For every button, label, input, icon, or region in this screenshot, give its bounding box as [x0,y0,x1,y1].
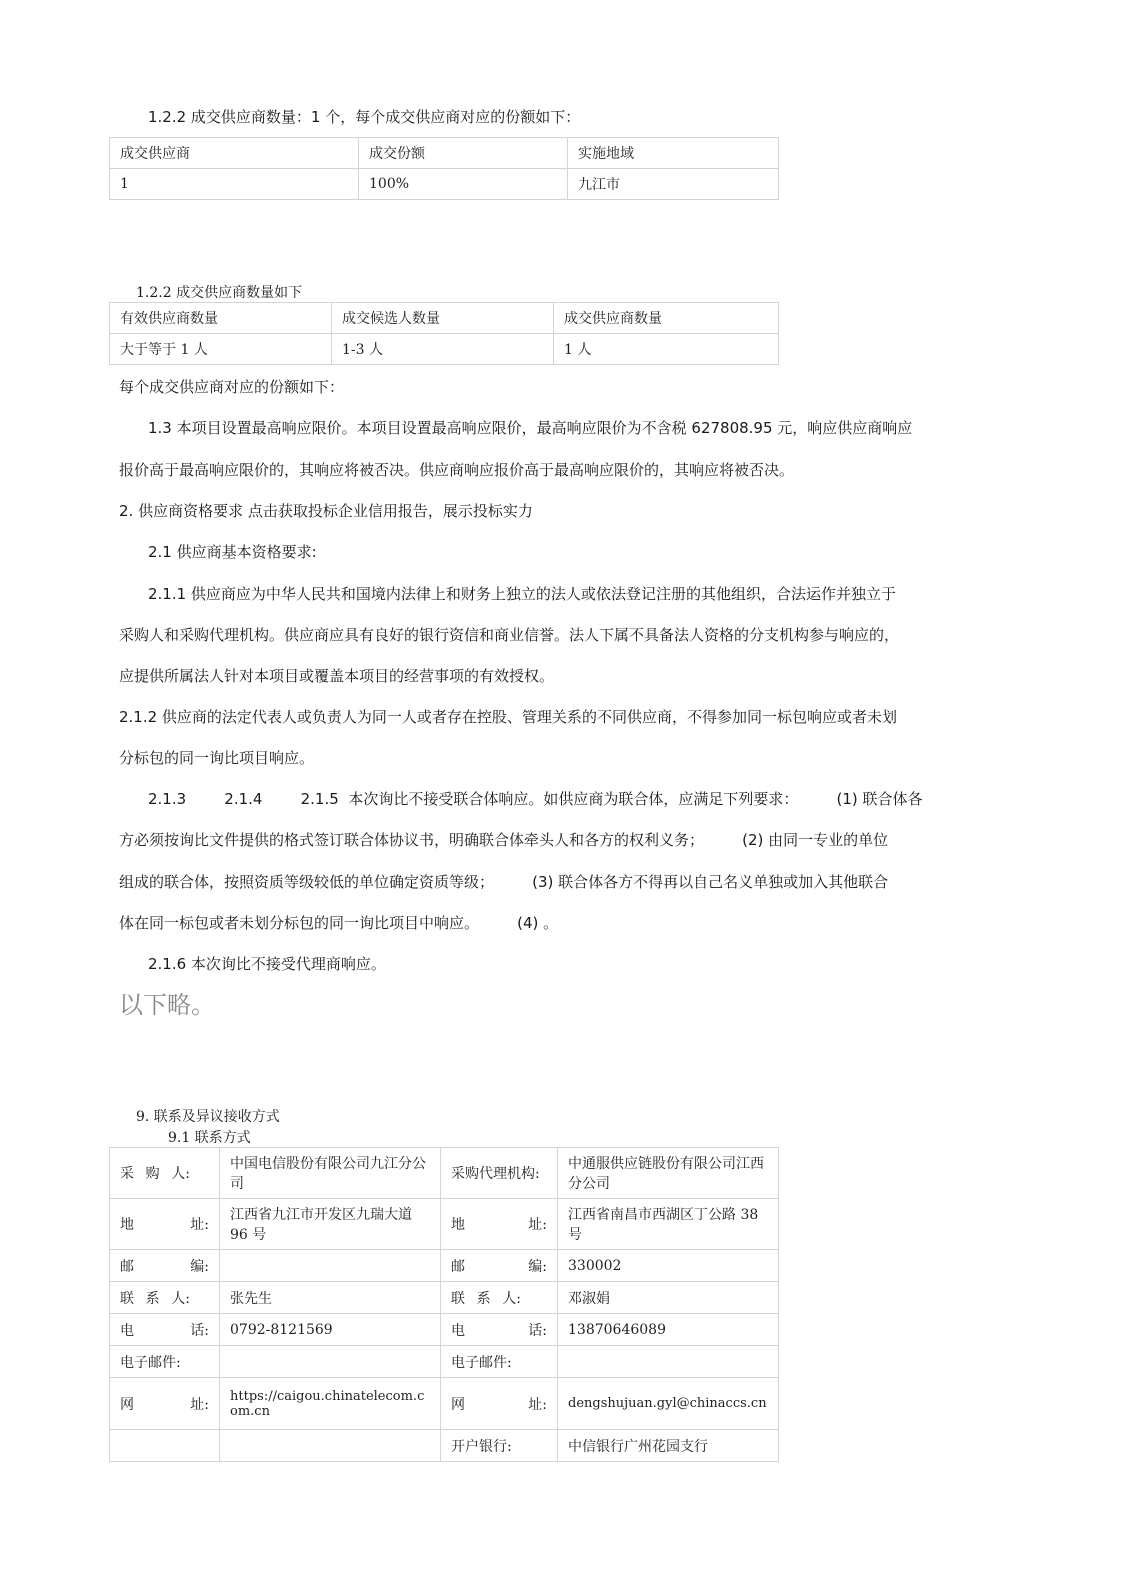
agency-contact: 邓淑娟 [558,1282,779,1314]
paragraph-2-1-1-line: 应提供所属法人针对本项目或覆盖本项目的经营事项的有效授权。 [119,667,555,685]
address-label: 地 址: [110,1199,220,1250]
agency-email [558,1346,779,1378]
share-note: 每个成交供应商对应的份额如下： [119,378,345,396]
paragraph-2-1-5-line: 方必须按询比文件提供的格式签订联合体协议书，明确联合体牵头人和各方的权利义务； (2) 由同一专业的单位 [119,831,889,849]
paragraph-1-3-line: 报价高于最高响应限价的，其响应将被否决。供应商响应报价高于最高响应限价的，其响应将被否决。 [119,461,795,479]
table-header-cell: 实施地域 [568,138,779,169]
table-row [110,1346,779,1378]
agency-postcode: 330002 [558,1250,779,1282]
table-header-cell: 成交份额 [359,138,568,169]
table-cell: 1 人 [554,334,779,365]
paragraph-1-3-line: 1.3 本项目设置最高响应限价。本项目设置最高响应限价，最高响应限价为不含税 627808.95 元，响应供应商响应 [148,419,913,437]
agency-website[interactable]: dengshujuan.gyl@chinaccs.cn [558,1378,779,1430]
agency-phone: 13870646089 [558,1314,779,1346]
paragraph-2-1-5-line: 组成的联合体，按照资质等级较低的单位确定资质等级； (3) 联合体各方不得再以自己名义单独或加入其他联合 [119,873,889,891]
table-cell: 1-3 人 [332,334,554,365]
table-cell: 100% [359,169,568,200]
website-label: 网 址: [110,1378,220,1430]
table-header-cell: 成交供应商 [110,138,359,169]
table-row [110,1199,779,1250]
table-header-row [110,303,779,334]
omitted-note: 以下略。 [119,991,215,1019]
contact-person-label: 联 系 人: [110,1282,220,1314]
paragraph-2-1-5-line: 体在同一标包或者未划分标包的同一询比项目中响应。 (4) 。 [119,914,559,932]
table-cell: 大于等于 1 人 [110,334,332,365]
postcode-label: 邮 编: [110,1250,220,1282]
table-header-cell: 有效供应商数量 [110,303,332,334]
agency-label: 采购代理机构: [441,1148,558,1199]
purchaser-phone: 0792-8121569 [220,1314,441,1346]
table-row [110,169,779,200]
paragraph-2-1-2-line: 分标包的同一询比项目响应。 [119,749,315,767]
paragraph-2-1-2-line: 2.1.2 供应商的法定代表人或负责人为同一人或者存在控股、管理关系的不同供应商，不得参加同一标包响应或者未划 [119,708,897,726]
table-row [110,1314,779,1346]
paragraph-2-1-6: 2.1.6 本次询比不接受代理商响应。 [148,955,386,973]
table-row [110,1250,779,1282]
section-122b-heading: 1.2.2 成交供应商数量如下 [136,285,303,301]
table-cell: 九江市 [568,169,779,200]
table-row [110,334,779,365]
agency-address: 江西省南昌市西湖区丁公路 38 号 [558,1199,779,1250]
empty-cell [220,1430,441,1462]
email-label: 电子邮件: [110,1346,220,1378]
phone-label: 电 话: [110,1314,220,1346]
purchaser-value: 中国电信股份有限公司九江分公司 [220,1148,441,1199]
purchaser-website[interactable]: https://caigou.chinatelecom.com.cn [220,1378,441,1430]
postcode-label: 邮 编: [441,1250,558,1282]
table-row [110,1430,779,1462]
paragraph-2-1: 2.1 供应商基本资格要求: [148,543,317,561]
table-header-cell: 成交供应商数量 [554,303,779,334]
paragraph-2: 2. 供应商资格要求 点击获取投标企业信用报告，展示投标实力 [119,502,533,520]
purchaser-address: 江西省九江市开发区九瑞大道 96 号 [220,1199,441,1250]
address-label: 地 址: [441,1199,558,1250]
purchaser-label: 采 购 人: [110,1148,220,1199]
table-cell: 1 [110,169,359,200]
contact-person-label: 联 系 人: [441,1282,558,1314]
agency-value: 中通服供应链股份有限公司江西分公司 [558,1148,779,1199]
paragraph-2-1-5-line: 2.1.3 2.1.4 2.1.5 本次询比不接受联合体响应。如供应商为联合体，应满足下列要求： (1) 联合体各 [148,790,923,808]
table-header-row [110,138,779,169]
email-label: 电子邮件: [441,1346,558,1378]
table-row [110,1378,779,1430]
section-122a-heading: 1.2.2 成交供应商数量：1 个，每个成交供应商对应的份额如下： [148,108,581,126]
section-9-heading: 9. 联系及异议接收方式 [136,1109,280,1125]
section-9-1-heading: 9.1 联系方式 [168,1130,251,1146]
paragraph-2-1-1-line: 2.1.1 供应商应为中华人民共和国境内法律上和财务上独立的法人或依法登记注册的其他组织，合法运作并独立于 [148,585,896,603]
share-table [109,137,779,200]
agency-bank: 中信银行广州花园支行 [558,1430,779,1462]
purchaser-contact: 张先生 [220,1282,441,1314]
table-header-cell: 成交候选人数量 [332,303,554,334]
contact-table [109,1147,779,1462]
empty-cell [110,1430,220,1462]
supplier-count-table [109,302,779,365]
table-row [110,1148,779,1199]
phone-label: 电 话: [441,1314,558,1346]
table-row [110,1282,779,1314]
purchaser-postcode [220,1250,441,1282]
purchaser-email [220,1346,441,1378]
website-label: 网 址: [441,1378,558,1430]
paragraph-2-1-1-line: 采购人和采购代理机构。供应商应具有良好的银行资信和商业信誉。法人下属不具备法人资格的分支机构参与响应的， [119,626,900,644]
bank-label: 开户银行: [441,1430,558,1462]
